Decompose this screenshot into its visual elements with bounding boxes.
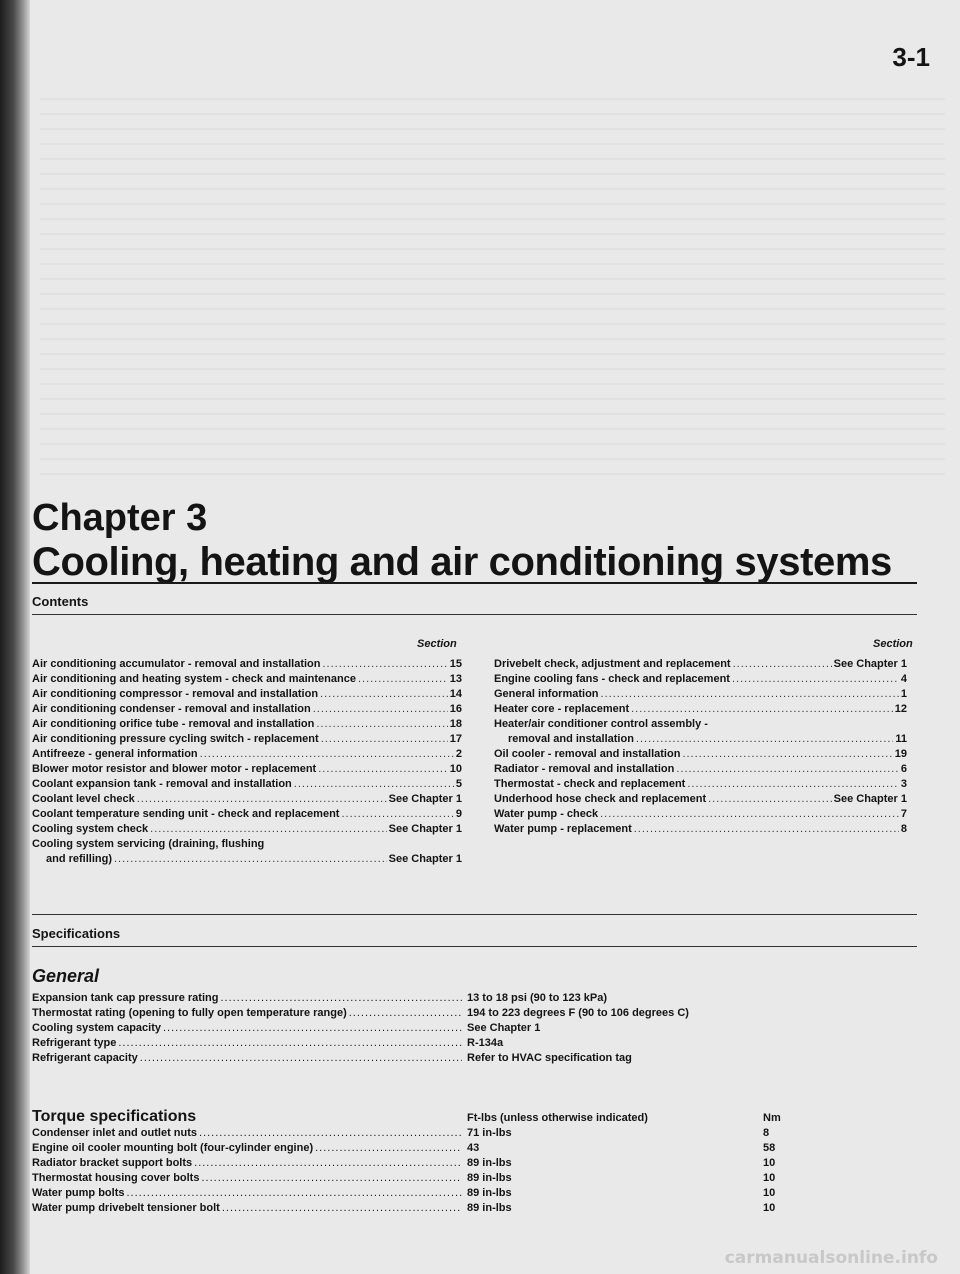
spec-value: R-134a [467,1037,504,1049]
spec-row [32,1007,872,1022]
toc-entry [32,823,462,838]
toc-entry-title: Air conditioning compressor - removal and installation [32,688,319,700]
spec-value: Refer to HVAC specification tag [467,1052,632,1064]
section-column-label-right: Section [873,638,913,650]
spec-label-cell [32,1142,462,1154]
toc-entry-title: Heater/air conditioner control assembly - [494,718,708,730]
torque-heading: Torque specifications [32,1108,197,1125]
spec-label-cell [32,1052,462,1064]
general-spec-list [32,992,872,1067]
spec-label-cell [32,1007,462,1019]
toc-entry-section: 7 [900,808,907,820]
toc-entry-title: Radiator - removal and installation [494,763,675,775]
torque-col-ftlbs: Ft-lbs (unless otherwise indicated) [467,1112,648,1124]
toc-leader-dots [320,688,448,700]
torque-nm-value: 10 [763,1202,776,1214]
spec-label: Engine oil cooler mounting bolt (four-cylinder engine) [32,1142,314,1154]
divider [32,946,917,947]
toc-entry-title: General information [494,688,599,700]
toc-entry [32,808,462,823]
toc-entry-title: Underhood hose check and replacement [494,793,707,805]
toc-entry [32,658,462,673]
toc-entry-title: Blower motor resistor and blower motor - replacement [32,763,317,775]
toc-entry-section: 2 [455,748,462,760]
toc-leader-dots [687,778,899,790]
page-number: 3-1 [892,42,930,72]
toc-leader-dots [636,733,893,745]
toc-entry-section: See Chapter 1 [388,793,462,805]
spec-label: Expansion tank cap pressure rating [32,992,219,1004]
toc-leader-dots [294,778,454,790]
toc-entry [494,688,907,703]
torque-row [32,1172,872,1187]
torque-nm-value: 10 [763,1172,776,1184]
watermark: carmanualsonline.info [724,1248,938,1268]
toc-entry-section: 9 [455,808,462,820]
spec-leader-dots [126,1187,462,1199]
toc-entry-section: 13 [449,673,462,685]
spec-leader-dots [163,1022,462,1034]
toc-entry-section: 8 [900,823,907,835]
torque-nm-value: 58 [763,1142,776,1154]
torque-nm-value: 10 [763,1157,776,1169]
toc-entry [32,778,462,793]
toc-entry-title: Thermostat - check and replacement [494,778,686,790]
spec-leader-dots [194,1157,462,1169]
torque-row [32,1202,872,1217]
toc-entry [32,853,462,868]
toc-entry-title: Heater core - replacement [494,703,630,715]
spec-leader-dots [118,1037,462,1049]
toc-entry [494,823,907,838]
toc-entry-title: Water pump - check [494,808,599,820]
torque-spec-list [32,1127,872,1217]
toc-leader-dots [150,823,386,835]
toc-leader-dots [316,718,447,730]
torque-column-headers [32,1112,872,1127]
spec-value: 13 to 18 psi (90 to 123 kPa) [467,992,608,1004]
spec-label-cell [32,992,462,1004]
torque-ftlbs-value: 89 in-lbs [467,1172,512,1184]
toc-leader-dots [682,748,892,760]
toc-entry [32,688,462,703]
toc-entry-section: 3 [900,778,907,790]
toc-entry [32,703,462,718]
toc-entry-section: 16 [449,703,462,715]
torque-nm-value: 8 [763,1127,770,1139]
toc-leader-dots [321,733,448,745]
spec-leader-dots [315,1142,462,1154]
toc-entry-section: 15 [449,658,462,670]
toc-entry-section: 12 [894,703,907,715]
spec-row [32,1022,872,1037]
torque-ftlbs-value: 89 in-lbs [467,1202,512,1214]
divider [32,614,917,615]
toc-entry [32,748,462,763]
divider [32,582,917,584]
spec-value: See Chapter 1 [467,1022,541,1034]
toc-entry-title: Air conditioning accumulator - removal and installation [32,658,321,670]
toc-entry-title: Coolant expansion tank - removal and installation [32,778,292,790]
toc-entry-title: Air conditioning and heating system - check and maintenance [32,673,356,685]
toc-entry-title: Antifreeze - general information [32,748,198,760]
torque-row [32,1157,872,1172]
spec-label-cell [32,1037,462,1049]
toc-entry-title: Air conditioning condenser - removal and installation [32,703,311,715]
specifications-heading: Specifications [32,926,121,941]
toc-entry-title: Air conditioning pressure cycling switch - replacement [32,733,319,745]
bleed-through-text-area [40,85,945,485]
toc-leader-dots [341,808,453,820]
toc-entry-section: See Chapter 1 [833,658,907,670]
spec-label: Cooling system capacity [32,1022,161,1034]
spec-leader-dots [349,1007,462,1019]
toc-leader-dots [600,808,899,820]
toc-entry-section: 4 [900,673,907,685]
toc-entry [32,733,462,748]
spec-row [32,992,872,1007]
toc-entry-section: See Chapter 1 [388,853,462,865]
toc-entry [32,763,462,778]
divider [32,914,917,915]
spec-label: Thermostat rating (opening to fully open temperature range) [32,1007,347,1019]
spec-leader-dots [199,1127,462,1139]
toc-entry-title: Cooling system check [32,823,149,835]
contents-left-column [32,658,462,868]
torque-row [32,1127,872,1142]
spec-leader-dots [220,992,462,1004]
torque-col-nm: Nm [763,1112,781,1124]
spec-label: Radiator bracket support bolts [32,1157,193,1169]
section-column-label-left: Section [417,638,457,650]
spec-label: Condenser inlet and outlet nuts [32,1127,198,1139]
spec-value: 194 to 223 degrees F (90 to 106 degrees C) [467,1007,689,1019]
toc-entry [494,658,907,673]
toc-entry [494,808,907,823]
torque-ftlbs-value: 43 [467,1142,480,1154]
general-heading: General [32,966,100,986]
toc-leader-dots [601,688,899,700]
toc-entry-section: 1 [900,688,907,700]
toc-leader-dots [200,748,454,760]
toc-entry [494,733,907,748]
torque-row [32,1142,872,1157]
torque-ftlbs-value: 71 in-lbs [467,1127,512,1139]
spec-leader-dots [201,1172,462,1184]
spec-row [32,1052,872,1067]
toc-entry-title: and refilling) [46,853,112,865]
toc-entry [494,703,907,718]
toc-leader-dots [733,658,832,670]
toc-entry-title: Water pump - replacement [494,823,632,835]
toc-leader-dots [634,823,899,835]
spec-leader-dots [140,1052,462,1064]
toc-entry [494,718,907,733]
toc-entry-section: 14 [449,688,462,700]
toc-leader-dots [631,703,893,715]
toc-leader-dots [318,763,448,775]
contents-right-column [494,658,907,838]
toc-entry-title: Oil cooler - removal and installation [494,748,681,760]
contents-heading: Contents [32,594,89,609]
spec-leader-dots [222,1202,462,1214]
spec-label-cell [32,1202,462,1214]
spec-label-cell [32,1187,462,1199]
toc-entry-title: removal and installation [508,733,634,745]
toc-entry-section: See Chapter 1 [833,793,907,805]
toc-leader-dots [322,658,447,670]
toc-entry [32,673,462,688]
toc-leader-dots [732,673,899,685]
toc-entry-section: 11 [895,733,907,745]
toc-entry-section: 10 [449,763,462,775]
toc-entry-title: Cooling system servicing (draining, flushing [32,838,265,850]
toc-entry-section: 17 [449,733,462,745]
toc-entry-title: Engine cooling fans - check and replacement [494,673,730,685]
torque-nm-value: 10 [763,1187,776,1199]
toc-entry [494,778,907,793]
spec-label: Water pump drivebelt tensioner bolt [32,1202,220,1214]
toc-entry [32,793,462,808]
chapter-title: Cooling, heating and air conditioning systems [32,540,892,584]
toc-entry-title: Air conditioning orifice tube - removal and installation [32,718,315,730]
spec-label: Water pump bolts [32,1187,125,1199]
spec-label-cell [32,1022,462,1034]
toc-entry [32,718,462,733]
spec-label: Thermostat housing cover bolts [32,1172,200,1184]
chapter-header [32,497,917,585]
toc-leader-dots [137,793,387,805]
toc-entry [494,793,907,808]
toc-leader-dots [676,763,899,775]
toc-entry-title: Drivebelt check, adjustment and replacement [494,658,731,670]
torque-ftlbs-value: 89 in-lbs [467,1187,512,1199]
toc-entry-title: Coolant temperature sending unit - check and replacement [32,808,340,820]
toc-leader-dots [708,793,832,805]
toc-entry-title: Coolant level check [32,793,135,805]
spec-row [32,1037,872,1052]
toc-entry-section: 6 [900,763,907,775]
toc-entry-section: 19 [894,748,907,760]
spec-label: Refrigerant capacity [32,1052,138,1064]
spec-label-cell [32,1172,462,1184]
toc-leader-dots [358,673,448,685]
toc-entry-section: 18 [449,718,462,730]
toc-entry-section: See Chapter 1 [388,823,462,835]
spec-label: Refrigerant type [32,1037,117,1049]
toc-entry [494,763,907,778]
toc-entry [32,838,462,853]
page-binding-shadow [0,0,30,1274]
toc-entry [494,748,907,763]
torque-row [32,1187,872,1202]
toc-leader-dots [313,703,448,715]
toc-entry [494,673,907,688]
spec-label-cell [32,1127,462,1139]
torque-ftlbs-value: 89 in-lbs [467,1157,512,1169]
toc-entry-section: 5 [455,778,462,790]
chapter-label: Chapter 3 [32,497,208,539]
toc-leader-dots [114,853,387,865]
spec-label-cell [32,1157,462,1169]
